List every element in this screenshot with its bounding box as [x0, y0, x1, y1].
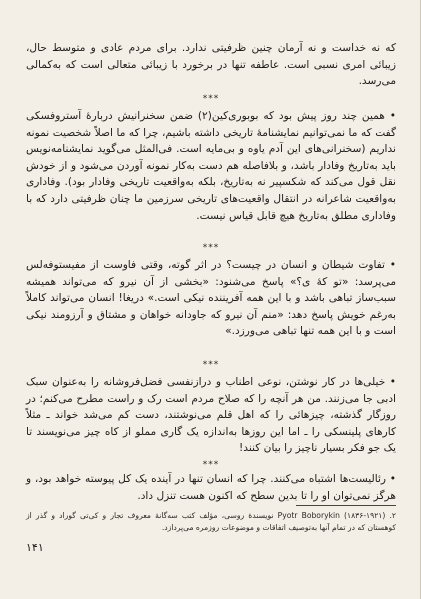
footnote-rule [296, 505, 396, 506]
separator-1: *** [202, 94, 220, 104]
text-block-5 [26, 471, 396, 504]
text-block-4 [26, 374, 396, 457]
paragraph-1: که نه خداست و نه آرمان چنین ظرفیتی ندارد. برای مردم عادی و متوسط حال، زیبائی امری نسبی است. عاطفه تنها در برخورد با زیبائی متعالی است که به‌کمالی می‌رسد. [26, 42, 396, 88]
separator-2: *** [202, 243, 220, 253]
text-block-top [26, 40, 396, 90]
paragraph-3: • تفاوت شیطان و انسان در چیست؟ در اثر گوته، وقتی فاوست از مفیستوفه‌لس می‌پرسد: «تو کهٔ ی؟» پاسخ می‌شنود: «بخشی از آن نیرو که می‌تواند همیشه سبب‌ساز تباهی باشد و با این همه آفریننده نیکی است.» دریغا! انسان می‌تواند کاملاً به‌رغم خویش پاسخ دهد: «منم آن نیرو که جاودانه خواهان و مشتاق و آرزومند نیکی است و با این همه تنها تباهی می‌ورزد.» [26, 259, 396, 338]
paragraph-2: • همین چند روز پیش بود که بوبوری‌کین(۲) ضمن سخنرانیش دربارهٔ آستروفسکی گفت که ما نمی‌توانیم نمایشنامهٔ تاریخی داشته باشیم، چرا که ما اصلاً شخصیت نمونه نداریم (سخنرانی‌های این آدم یاوه و بی‌مایه است. فی‌المثل می‌گوید نمایشنامه‌نویس باید به‌تاریخ وفادار باشد، و بلافاصله هم دست به‌کار نمونه آوردن می‌شود و از خودش نقل قول می‌کند که شکسپیر نه به‌تاریخ، بلکه به‌واقعیت تاریخی وفادار بود). وفاداری به‌واقعیت شاعرانه در انتقال واقعیت‌های تاریخی سرزمین ما چنان ظرفیتی دارد که با وفاداری مطلق به‌تاریخ هیچ قابل قیاس نیست. [26, 110, 396, 222]
separator-4: *** [202, 460, 220, 470]
paragraph-4: • خیلی‌ها در کار نوشتن، نوعی اطناب و درازنفسی فضل‌فروشانه را به‌عنوان سبک ادبی جا می‌زنند. من هر آنچه را که صلاح مردم است رک و راست مطرح می‌کنم؛ در روزگار گذشته، چیزهائی را که اهل قلم می‌نوشتند، دست کم می‌شد خواند ـ مثلاً کارهای پلینسکی را ـ اما این روزها به‌اندازه یک گاری مملو از کاه چیز می‌نویسند تا یک جو فکر بسیار ناچیز را بیان کنند! [26, 376, 396, 455]
page-number: ۱۴۱ [26, 541, 44, 554]
text-block-2 [26, 108, 396, 224]
text-block-3 [26, 257, 396, 340]
footnote: ۲. Pyotr Boborykin (۱۸۳۶-۱۹۲۱) نویسندهٔ روسی، مؤلف کتب سه‌گانهٔ معروف تجار و کی‌تی گوراد و گذر از کوهستان که در تمام آنها به‌توصیف اتفاقات و موضوعات روزمره می‌پردازد. [26, 511, 397, 532]
paragraph-5: • رئالیست‌ها اشتباه می‌کنند. چرا که انسان تنها در آینده یک کل پیوسته خواهد بود، و هرگز نمی‌توان او را تا بدین سطح که اکنون هست تنزل داد. [26, 473, 396, 502]
separator-3: *** [202, 360, 220, 370]
